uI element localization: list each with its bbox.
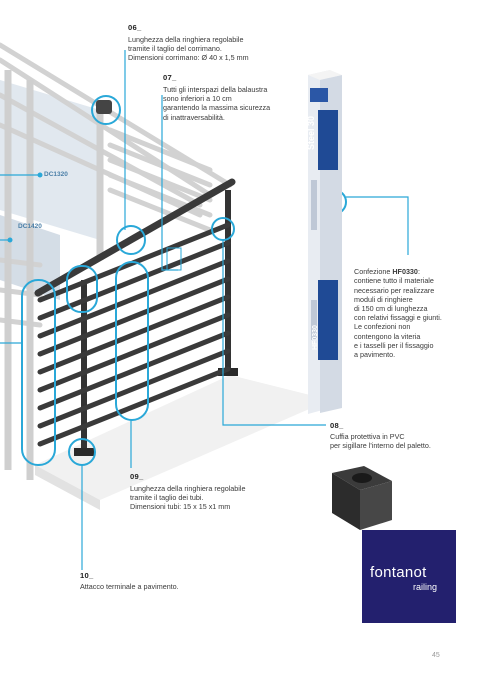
logo-brand: fontanot [370,564,427,581]
logo-sub: railing [413,582,438,592]
callout-09-number: 09_ [130,472,144,481]
package-prefix: Confezione [354,267,393,277]
callout-10-text: Attacco terminale a pavimento. [80,582,179,591]
package-colon: : [417,267,420,277]
fontanot-logo [362,530,456,623]
callout-10-number: 10_ [80,571,94,580]
callout-07-text: Tutti gli interspazi della balaustra sono inferiori a 10 cm garantendo la massima sicurezza di inattraversabilità. [163,85,271,122]
package-description [354,258,474,368]
callout-08-number: 08_ [330,421,344,430]
callout-06-number: 06_ [128,23,142,32]
package-text: contiene tutto il materiale necessario per realizzare moduli di ringhiere di 150 cm di lunghezza con relativi fissaggi e giunti. Le confezioni non contengono la viteria e i tasselli per il fissaggio a pavimento. [354,276,442,360]
callout-08-text: Cuffia protettiva in PVC per sigillare l'interno del paletto. [330,432,431,451]
tag-dc1320: DC1320 [44,171,68,178]
package-box-code: HF0330 [312,325,319,350]
callout-06-text: Lunghezza della ringhiera regolabile tramite il taglio del corrimano. Dimensioni corrimano: Ø 40 x 1,5 mm [128,35,249,63]
callout-09-text: Lunghezza della ringhiera regolabile tramite il taglio dei tubi. Dimensioni tubi: 15 x 15 x1 mm [130,484,246,512]
page-number: 45 [432,652,440,659]
package-code: HF0330 [392,267,418,277]
tag-dc1420: DC1420 [18,223,42,230]
callout-07-number: 07_ [163,73,177,82]
package-box-label: Steel 30 [306,115,316,150]
